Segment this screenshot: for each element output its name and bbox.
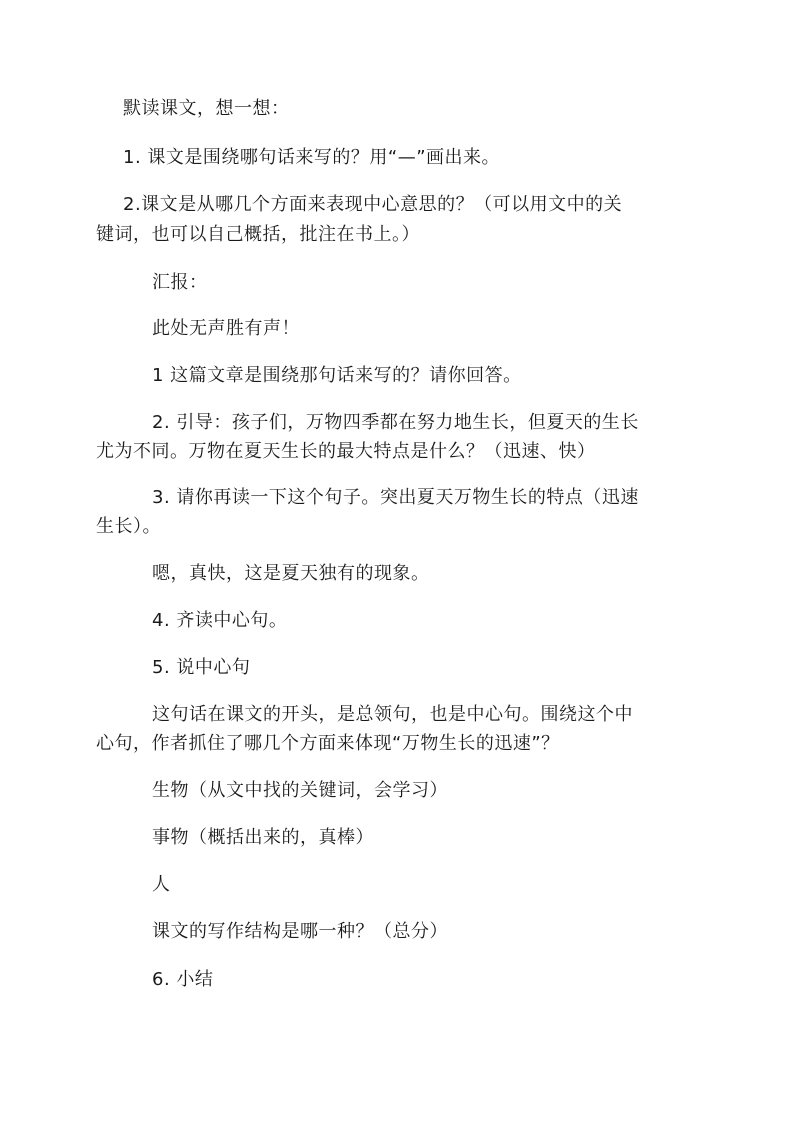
paragraph-step-4: 4. 齐读中心句。 <box>152 610 288 631</box>
paragraph-report-heading: 汇报： <box>152 272 208 293</box>
paragraph-step-2-line-2: 尤为不同。万物在夏天生长的最大特点是什么？（迅速、快） <box>96 441 596 462</box>
paragraph-living-things: 生物（从文中找的关键词，会学习） <box>152 780 448 801</box>
paragraph-step-5: 5. 说中心句 <box>152 657 251 678</box>
paragraph-summary: 6. 小结 <box>152 969 214 990</box>
paragraph-structure-question: 课文的写作结构是哪一种？（总分） <box>152 921 448 942</box>
paragraph-central-sentence-line-2: 心句，作者抓住了哪几个方面来体现“万物生长的迅速”？ <box>96 733 560 754</box>
paragraph-people: 人 <box>152 874 171 895</box>
paragraph-question-1: 1. 课文是围绕哪句话来写的？用“—”画出来。 <box>123 147 501 168</box>
paragraph-remark: 嗯，真快，这是夏天独有的现象。 <box>152 563 430 584</box>
paragraph-step-3-line-2: 生长）。 <box>96 516 161 537</box>
paragraph-silence: 此处无声胜有声！ <box>152 318 300 339</box>
paragraph-step-2-line-1: 2. 引导：孩子们，万物四季都在努力地生长，但夏天的生长 <box>152 412 639 433</box>
paragraph-question-2-line-1: 2.课文是从哪几个方面来表现中心意思的？（可以用文中的关 <box>123 194 623 215</box>
paragraph-step-3-line-1: 3. 请你再读一下这个句子。突出夏天万物生长的特点（迅速 <box>152 487 639 508</box>
paragraph-question-2-line-2: 键词，也可以自己概括，批注在书上。） <box>96 224 420 245</box>
paragraph-objects: 事物（概括出来的，真棒） <box>152 827 374 848</box>
paragraph-step-1: 1 这篇文章是围绕那句话来写的？请你回答。 <box>152 365 522 386</box>
paragraph-central-sentence-line-1: 这句话在课文的开头，是总领句，也是中心句。围绕这个中 <box>152 704 633 725</box>
paragraph-instruction: 默读课文，想一想： <box>123 98 290 119</box>
